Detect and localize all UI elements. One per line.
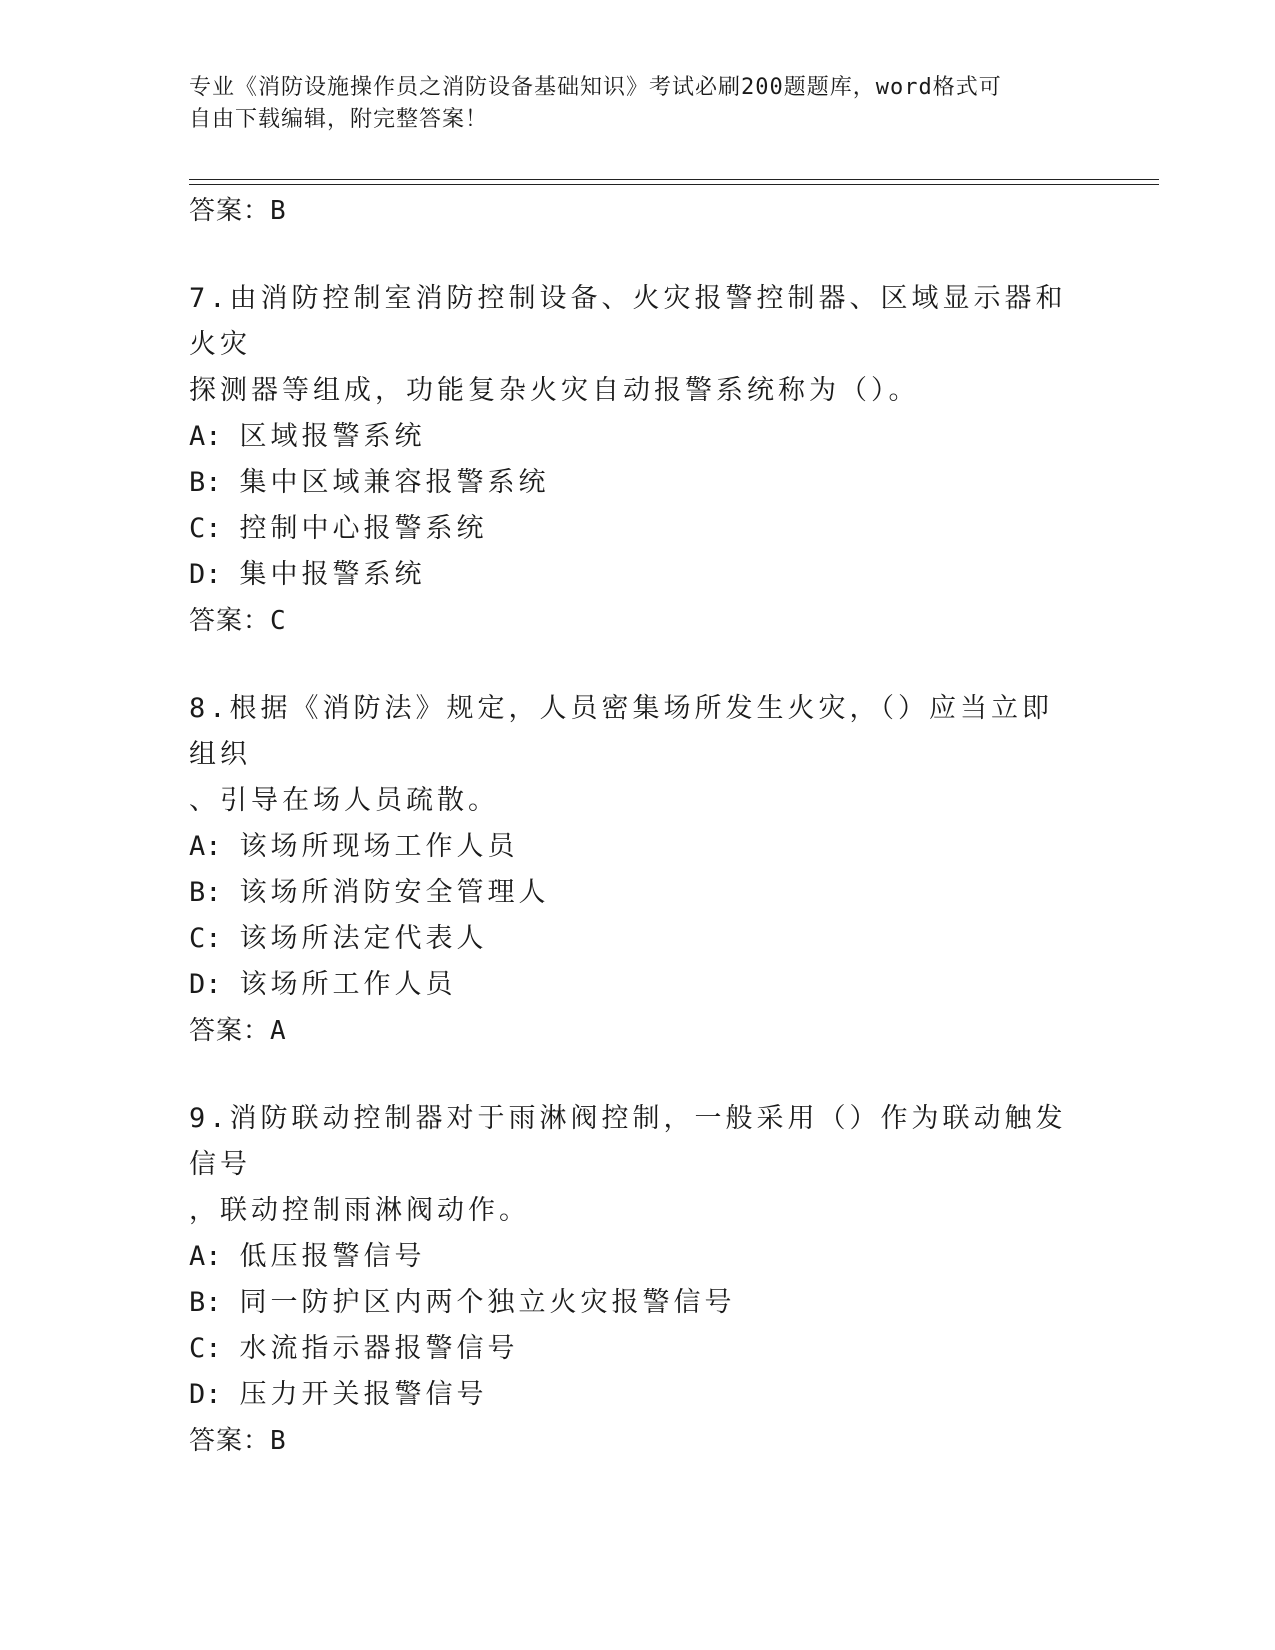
option-text: 该场所法定代表人 [239,923,488,954]
option-text: 集中区域兼容报警系统 [239,467,550,498]
option-text: 该场所现场工作人员 [239,831,519,862]
answer-line [189,598,1069,644]
option-text: 低压报警信号 [239,1241,426,1272]
answer-line [189,1008,1069,1054]
question-block [189,276,1069,644]
option-a [189,824,1069,870]
option-c [189,506,1069,552]
option-key: D: [189,559,222,590]
answer-line [189,1418,1069,1464]
option-a [189,414,1069,460]
answer-label: 答案： [189,606,271,636]
question-list [189,188,1069,1464]
question-stem-line: 探测器等组成，功能复杂火灾自动报警系统称为（）。 [189,375,920,406]
question-stem-line: ，联动控制雨淋阀动作。 [189,1195,530,1226]
option-key: A: [189,421,222,452]
option-d [189,962,1069,1008]
answer-label: 答案： [189,1426,271,1456]
option-key: C: [189,1333,222,1364]
option-b [189,1280,1069,1326]
option-text: 水流指示器报警信号 [239,1333,519,1364]
question-stem-line: 7.由消防控制室消防控制设备、火灾报警控制器、区域显示器和火灾 [189,283,1067,360]
answer-label: 答案： [189,1016,271,1046]
answer-line [189,188,1069,234]
document-header [189,72,1069,136]
spacer [189,234,1069,276]
header-line-1: 专业《消防设施操作员之消防设备基础知识》考试必刷200题题库，word格式可 [189,75,1002,100]
answer-value: B [270,196,287,226]
header-divider-top [189,179,1159,180]
option-key: A: [189,831,222,862]
question-stem-line: 8.根据《消防法》规定，人员密集场所发生火灾，（）应当立即组织 [189,693,1054,770]
option-b [189,870,1069,916]
option-c [189,916,1069,962]
option-text: 该场所工作人员 [239,969,457,1000]
question-stem-line: 9.消防联动控制器对于雨淋阀控制，一般采用（）作为联动触发信号 [189,1103,1067,1180]
answer-label: 答案： [189,196,271,226]
option-b [189,460,1069,506]
header-line-2: 自由下载编辑，附完整答案！ [189,107,489,132]
option-d [189,552,1069,598]
answer-value: C [270,606,287,636]
option-d [189,1372,1069,1418]
spacer [189,644,1069,686]
option-key: A: [189,1241,222,1272]
option-key: B: [189,467,222,498]
option-key: B: [189,1287,222,1318]
option-text: 压力开关报警信号 [239,1379,488,1410]
header-divider-bottom [189,184,1159,185]
question-stem-line: 、引导在场人员疏散。 [189,785,499,816]
question-block [189,686,1069,1054]
option-key: D: [189,1379,222,1410]
option-key: B: [189,877,222,908]
spacer [189,1054,1069,1096]
option-text: 该场所消防安全管理人 [239,877,550,908]
question-block [189,1096,1069,1464]
question-stem [189,276,1069,414]
option-text: 区域报警系统 [239,421,426,452]
option-c [189,1326,1069,1372]
option-text: 同一防护区内两个独立火灾报警信号 [239,1287,736,1318]
option-text: 集中报警系统 [239,559,426,590]
option-key: D: [189,969,222,1000]
question-stem [189,1096,1069,1234]
option-key: C: [189,923,222,954]
question-stem [189,686,1069,824]
option-text: 控制中心报警系统 [239,513,488,544]
answer-value: B [270,1426,287,1456]
answer-value: A [270,1016,287,1046]
option-a [189,1234,1069,1280]
option-key: C: [189,513,222,544]
